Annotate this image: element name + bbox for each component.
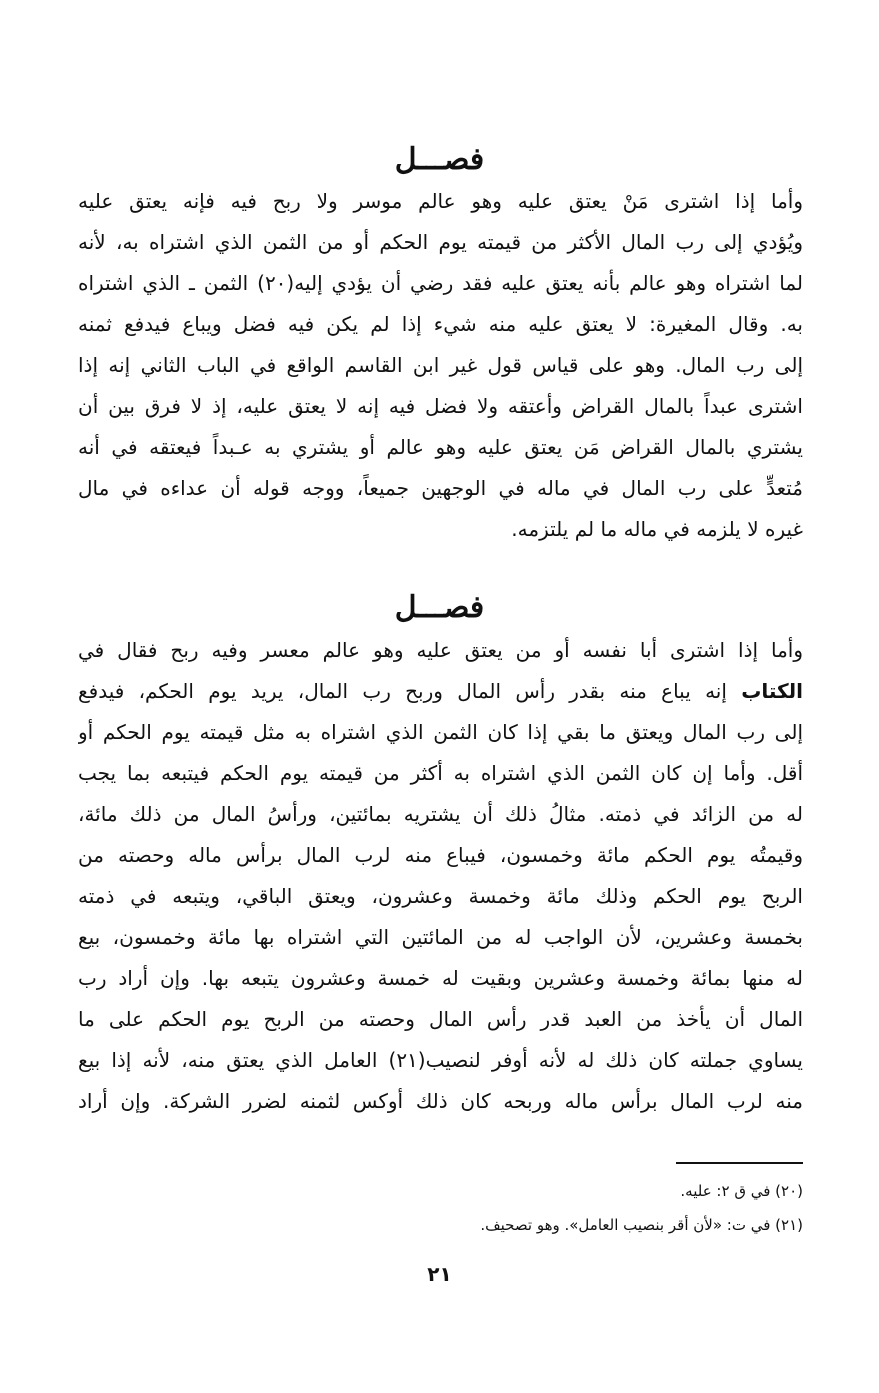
text-line: لما اشتراه وهو عالم بأنه يعتق عليه فقد رضي أن يؤدي إليه(٢٠) الثمن ـ الذي اشتراه [78,271,803,295]
text-line: وقيمتُه يوم الحكم مائة وخمسون، فيباع منه لرب المال برأس ماله وحصته من [78,843,803,867]
paragraph-2 [78,630,803,1122]
text-line: مُتعدٍّ على رب المال في ماله في الوجهين جميعاً، ووجه قوله أن عداءه في مال [78,476,803,500]
text-line: اشترى عبداً بالمال القراض وأعتقه ولا فضل فيه إنه لا يعتق عليه، إذ لا فرق بين أن [78,394,803,418]
text-line: بخمسة وعشرين، لأن الواجب له من المائتين التي اشتراه بها مائة وخمسون، بيع [78,925,803,949]
text-line: الربح يوم الحكم وذلك مائة وخمسة وعشرون، ويعتق الباقي، ويتبعه في ذمته [78,884,803,908]
text-line: غيره لا يلزمه في ماله ما لم يلتزمه. [511,517,803,541]
text-line: يشتري بالمال القراض مَن يعتق عليه وهو عالم أو يشتري به عـبداً فيعتقه في أنه [78,435,803,459]
text-line: به. وقال المغيرة: لا يعتق عليه منه شيء إذا لم يكن فيه فضل ويباع فيدفع ثمنه [78,312,803,336]
page-number: ٢١ [427,1262,452,1286]
text-line: وأما إذا اشترى مَنْ يعتق عليه وهو عالم موسر ولا ربح فيه فإنه يعتق عليه [78,189,803,213]
text-line: يساوي جملته كان ذلك له لأنه أوفر لنصيب(٢١) العامل الذي يعتق منه، لأنه إذا بيع [78,1048,803,1072]
text-line [78,671,803,712]
text-line: المال أن يأخذ من العبد قدر رأس المال وحصته من الربح يوم الحكم على ما [78,1007,803,1031]
text-line: إلى رب المال ويعتق ما بقي إذا كان الثمن الذي اشتراه به مثل قيمته يوم الحكم أو [78,720,803,744]
section-heading-1: فصـــل [394,142,485,177]
text-line: منه لرب المال برأس ماله وربحه كان ذلك أوكس لثمنه لضرر الشركة. وإن أراد [78,1089,803,1113]
text-line: أقل. وأما إن كان الثمن الذي اشتراه به أكثر من قيمته يوم الحكم فيتبعه بما يجب [78,761,803,785]
book-reference: الكتاب [741,679,803,703]
section-heading-2: فصـــل [394,590,485,625]
text-line-rest: إنه يباع منه بقدر رأس المال وربح رب المال، يريد يوم الحكم، فيدفع [78,679,727,703]
text-line: له منها بمائة وخمسة وعشرين وبقيت له خمسة وعشرون يتبعه بها. وإن أراد رب [78,966,803,990]
footnote: (٢١) في ت: «لأن أقر بنصيب العامل». وهو تصحيف. [480,1216,803,1234]
footnote-divider [676,1162,803,1164]
footnote: (٢٠) في ق ٢: عليه. [680,1182,803,1200]
text-line: وأما إذا اشترى أبا نفسه أو من يعتق عليه وهو عالم معسر وفيه ربح فقال في [78,638,803,662]
paragraph-1 [78,181,803,550]
footnotes [78,1174,803,1242]
text-line: له من الزائد في ذمته. مثالُ ذلك أن يشتريه بمائتين، ورأسُ المال من ذلك مائة، [78,802,803,826]
text-line: ويُؤدي إلى رب المال الأكثر من قيمته يوم الحكم أو من الثمن الذي اشتراه به، لأنه [78,230,803,254]
text-line: إلى رب المال. وهو على قياس قول غير ابن القاسم الواقع في الباب الثاني إنه إذا [78,353,803,377]
